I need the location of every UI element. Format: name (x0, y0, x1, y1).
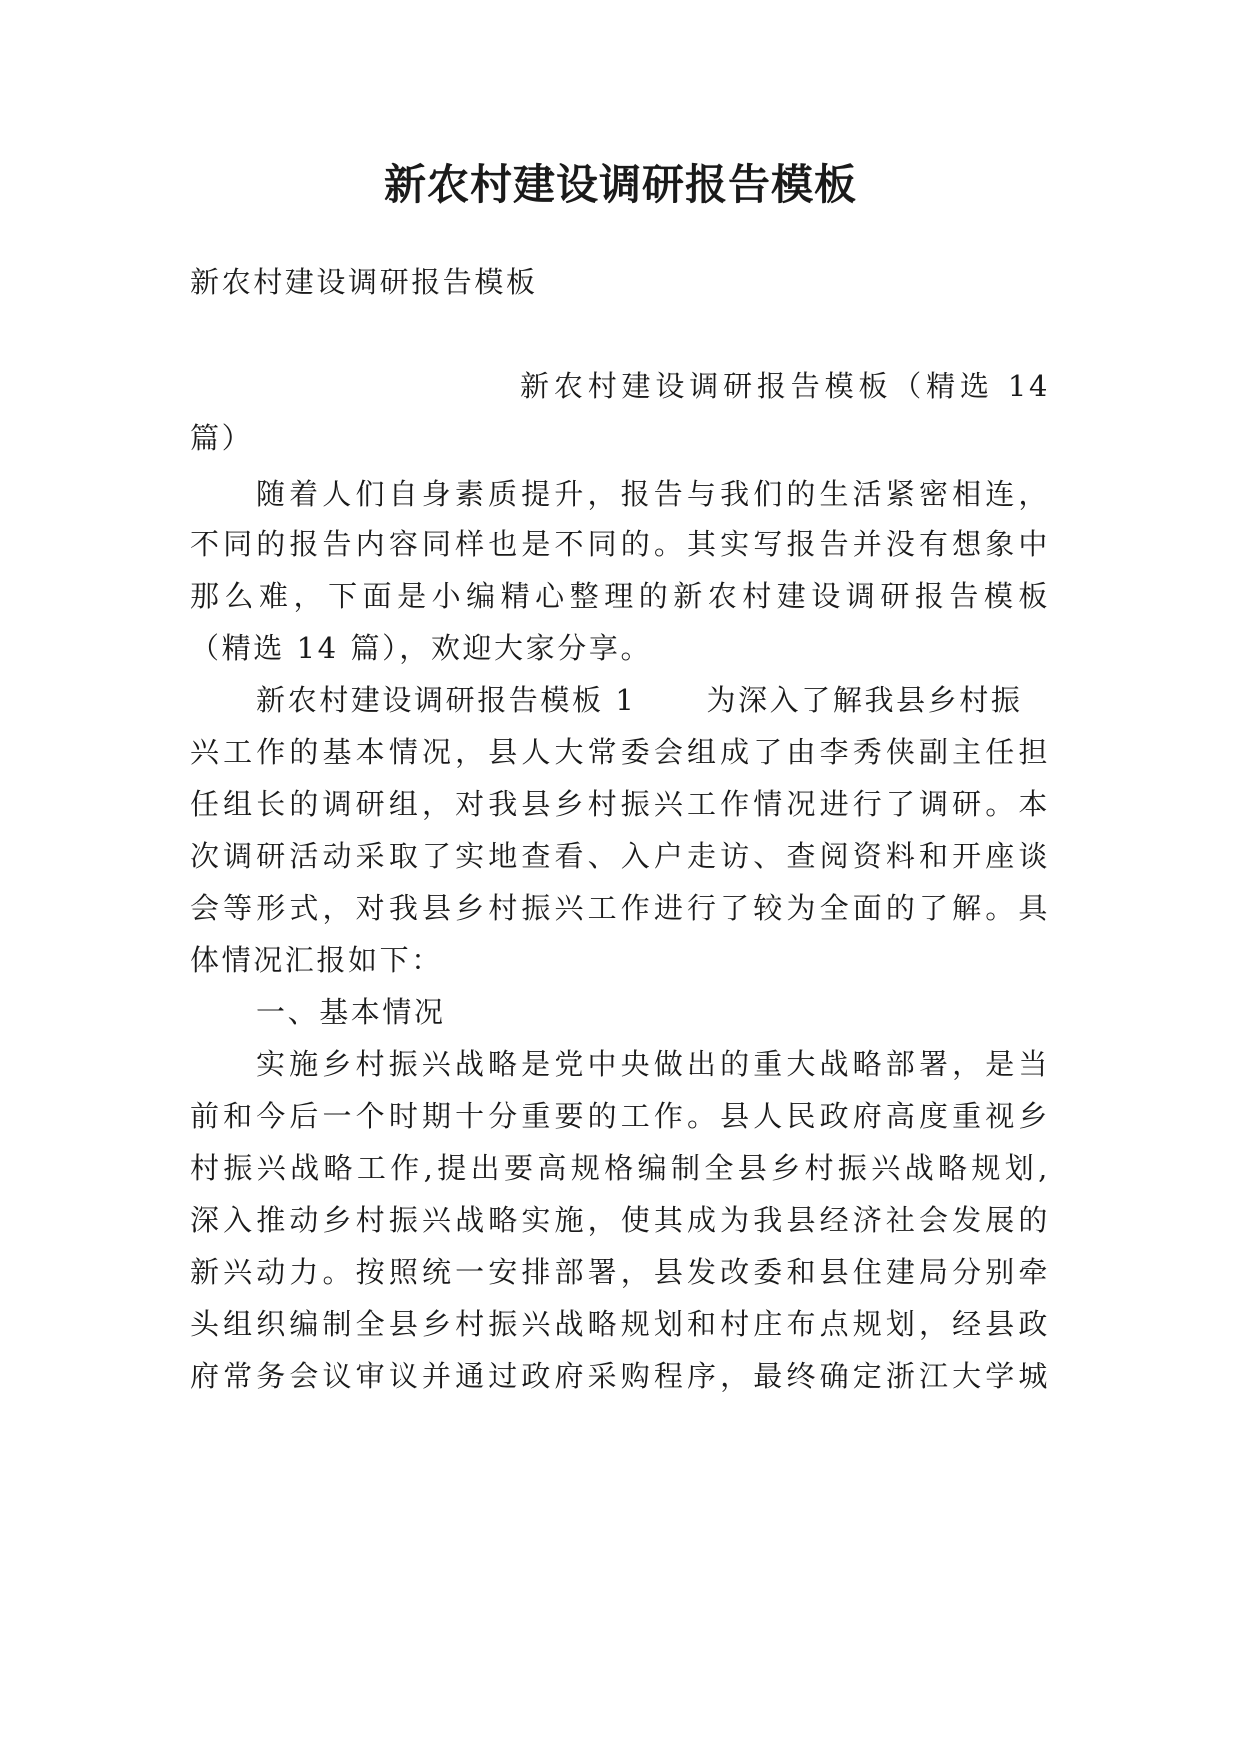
section1-line: 新兴动力。按照统一安排部署，县发改委和县住建局分别牵 (190, 1255, 1050, 1289)
section1-line: 府常务会议审议并通过政府采购程序，最终确定浙江大学城 (190, 1359, 1050, 1393)
document-subtitle: 新农村建设调研报告模板 (190, 265, 538, 299)
section1-heading: 一、基本情况 (256, 995, 446, 1029)
article1-line: 任组长的调研组，对我县乡村振兴工作情况进行了调研。本 (190, 787, 1050, 821)
intro-line: （精选 14 篇），欢迎大家分享。 (190, 631, 653, 665)
section1-line: 村振兴战略工作,提出要高规格编制全县乡村振兴战略规划, (190, 1151, 1050, 1185)
intro-line: 那么难，下面是小编精心整理的新农村建设调研报告模板 (190, 579, 1050, 613)
article1-line: 次调研活动采取了实地查看、入户走访、查阅资料和开座谈 (190, 839, 1050, 873)
collection-heading-line2: 篇） (190, 421, 254, 455)
section1-line: 前和今后一个时期十分重要的工作。县人民政府高度重视乡 (190, 1099, 1050, 1133)
article1-heading: 新农村建设调研报告模板 1 (256, 683, 637, 717)
article1-first-line (256, 680, 1050, 720)
section1-line: 深入推动乡村振兴战略实施，使其成为我县经济社会发展的 (190, 1203, 1050, 1237)
article1-line: 会等形式，对我县乡村振兴工作进行了较为全面的了解。具 (190, 891, 1050, 925)
intro-line: 随着人们自身素质提升，报告与我们的生活紧密相连， (256, 477, 1050, 511)
section1-line: 实施乡村振兴战略是党中央做出的重大战略部署，是当 (256, 1047, 1050, 1081)
collection-heading-line1: 新农村建设调研报告模板（精选 14 (520, 369, 1050, 403)
section1-line: 头组织编制全县乡村振兴战略规划和村庄布点规划，经县政 (190, 1307, 1050, 1341)
article1-line: 体情况汇报如下： (190, 943, 443, 977)
article1-line: 为深入了解我县乡村振 (706, 683, 1023, 717)
article1-line: 兴工作的基本情况，县人大常委会组成了由李秀侠副主任担 (190, 735, 1050, 769)
intro-line: 不同的报告内容同样也是不同的。其实写报告并没有想象中 (190, 527, 1050, 561)
document-title: 新农村建设调研报告模板 (383, 160, 857, 209)
